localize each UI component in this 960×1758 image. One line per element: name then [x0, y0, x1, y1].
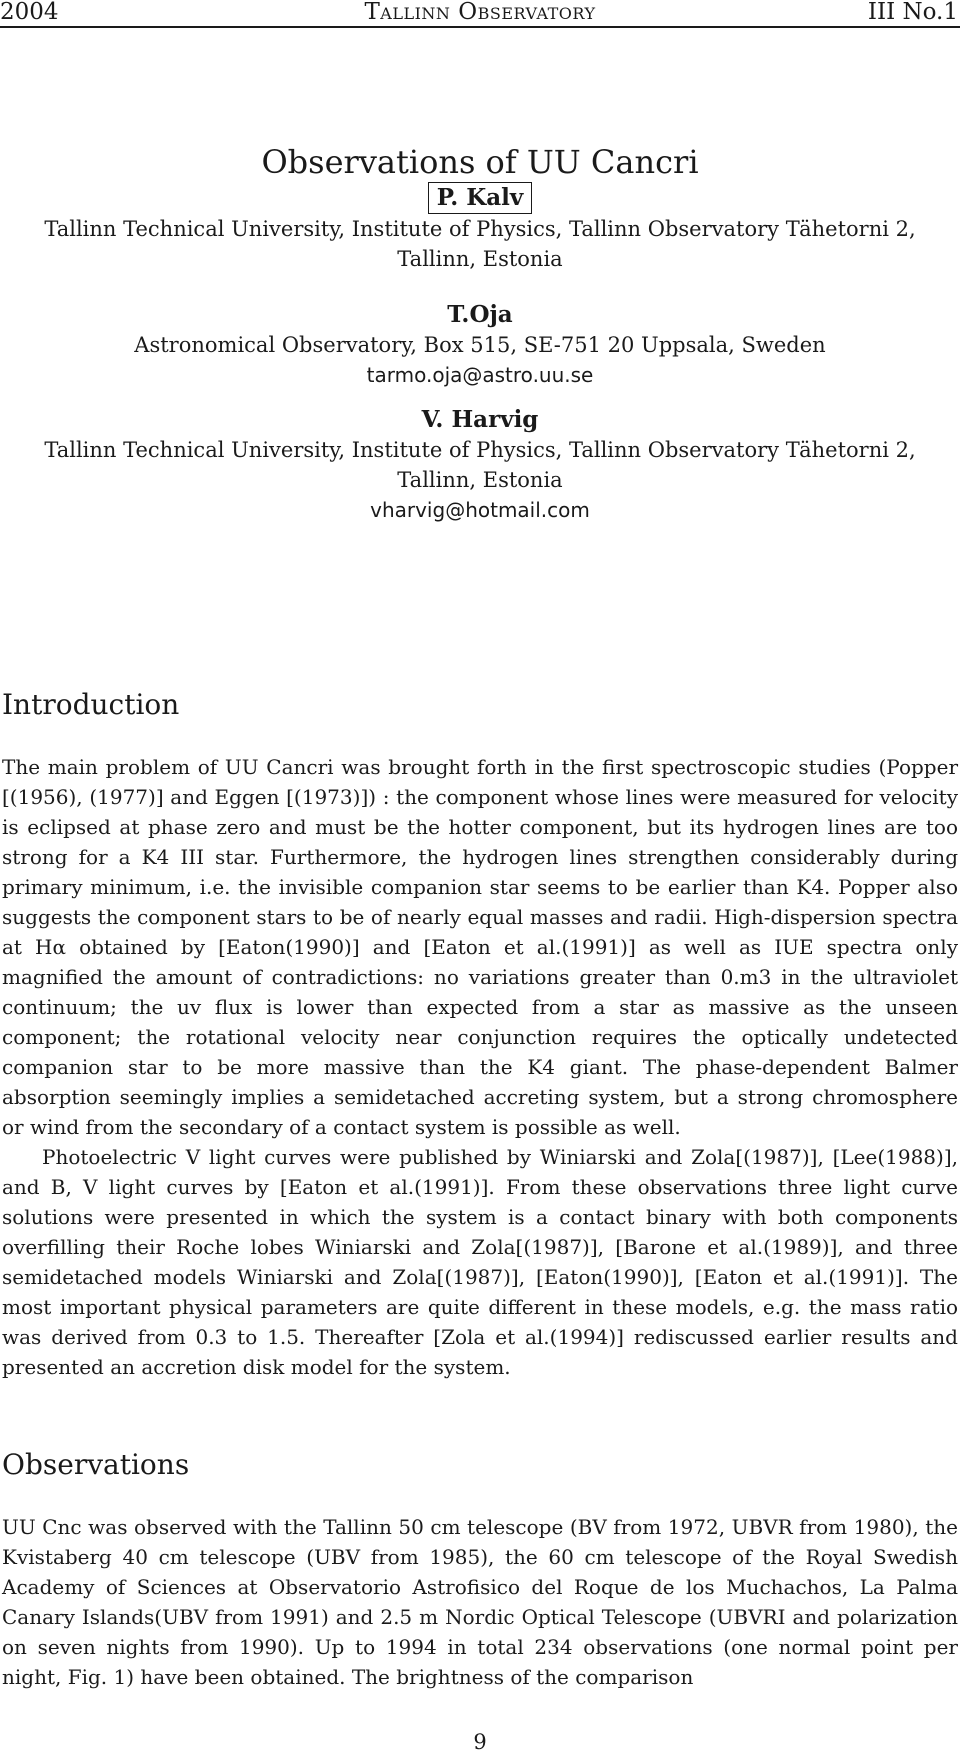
- author-block-3: [0, 405, 960, 525]
- author-name: V. Harvig: [421, 406, 539, 433]
- author-affiliation: Astronomical Observatory, Box 515, SE-751 20 Uppsala, Sweden: [134, 333, 826, 357]
- running-header: [0, 0, 960, 27]
- observations-body: [2, 1512, 958, 1692]
- introduction-body: [2, 752, 958, 1382]
- author-block-2: [0, 300, 960, 390]
- page-number: 9: [473, 1730, 487, 1754]
- paper-title: Observations of UU Cancri: [261, 143, 699, 181]
- section-heading-observations: Observations: [2, 1448, 190, 1481]
- author-name: P. Kalv: [428, 182, 533, 214]
- author-affiliation: Tallinn Technical University, Institute of Physics, Tallinn Observatory Tähetorni 2,: [44, 438, 916, 462]
- author-affiliation: Tallinn, Estonia: [397, 247, 563, 271]
- author-email: vharvig@hotmail.com: [370, 498, 590, 522]
- paragraph: UU Cnc was observed with the Tallinn 50 cm telescope (BV from 1972, UBVR from 1980), the Kvistaberg 40 cm telescope (UBV from 1985), the 60 cm telescope of the Royal Swedish Academy of Sciences at Observatorio Astrofisico del Roque de los Muchachos, La Palma Canary Islands(UBV from 1991) and 2.5 m Nordic Optical Telescope (UBVRI and polarization on seven nights from 1990). Up to 1994 in total 234 observations (one normal point per night, Fig. 1) have been obtained. The brightness of the comparison: [2, 1515, 958, 1689]
- section-heading-introduction: Introduction: [2, 688, 180, 721]
- author-block-1: [0, 182, 960, 274]
- author-affiliation: Tallinn, Estonia: [397, 468, 563, 492]
- paragraph: The main problem of UU Cancri was brought forth in the first spectroscopic studies (Popper [(1956), (1977)] and Eggen [(1973)]) : the component whose lines were measured for velocity is eclipsed at phase zero and must be the hotter component, but its hydrogen lines are too strong for a K4 III star. Furthermore, the hydrogen lines strengthen considerably during primary minimum, i.e. the invisible companion star seems to be earlier than K4. Popper also suggests the component stars to be of nearly equal masses and radii. High-dispersion spectra at Hα obtained by [Eaton(1990)] and [Eaton et al.(1991)] as well as IUE spectra only magnified the amount of contradictions: no variations greater than 0.m3 in the ultraviolet continuum; the uv flux is lower than expected from a star as massive as the unseen component; the rotational velocity near conjunction requires the optically undetected companion star to be more massive than the K4 giant. The phase-dependent Balmer absorption seemingly implies a semidetached accreting system, but a strong chromosphere or wind from the secondary of a contact system is possible as well.: [2, 755, 958, 1139]
- header-rule: [0, 26, 960, 28]
- author-email: tarmo.oja@astro.uu.se: [366, 363, 594, 387]
- header-journal: Tallinn Observatory: [364, 0, 596, 25]
- author-name: T.Oja: [447, 301, 513, 328]
- author-affiliation: Tallinn Technical University, Institute of Physics, Tallinn Observatory Tähetorni 2,: [44, 217, 916, 241]
- header-issue: III No.1: [867, 0, 958, 25]
- paragraph: Photoelectric V light curves were published by Winiarski and Zola[(1987)], [Lee(1988)], and B, V light curves by [Eaton et al.(1991)]. From these observations three light curve solutions were presented in which the system is a contact binary with both components overfilling their Roche lobes Winiarski and Zola[(1987)], [Barone et al.(1989)], and three semidetached models Winiarski and Zola[(1987)], [Eaton(1990)], [Eaton et al.(1991)]. The most important physical parameters are quite different in these models, e.g. the mass ratio was derived from 0.3 to 1.5. Thereafter [Zola et al.(1994)] rediscussed earlier results and presented an accretion disk model for the system.: [2, 1145, 958, 1379]
- header-year: 2004: [0, 0, 59, 25]
